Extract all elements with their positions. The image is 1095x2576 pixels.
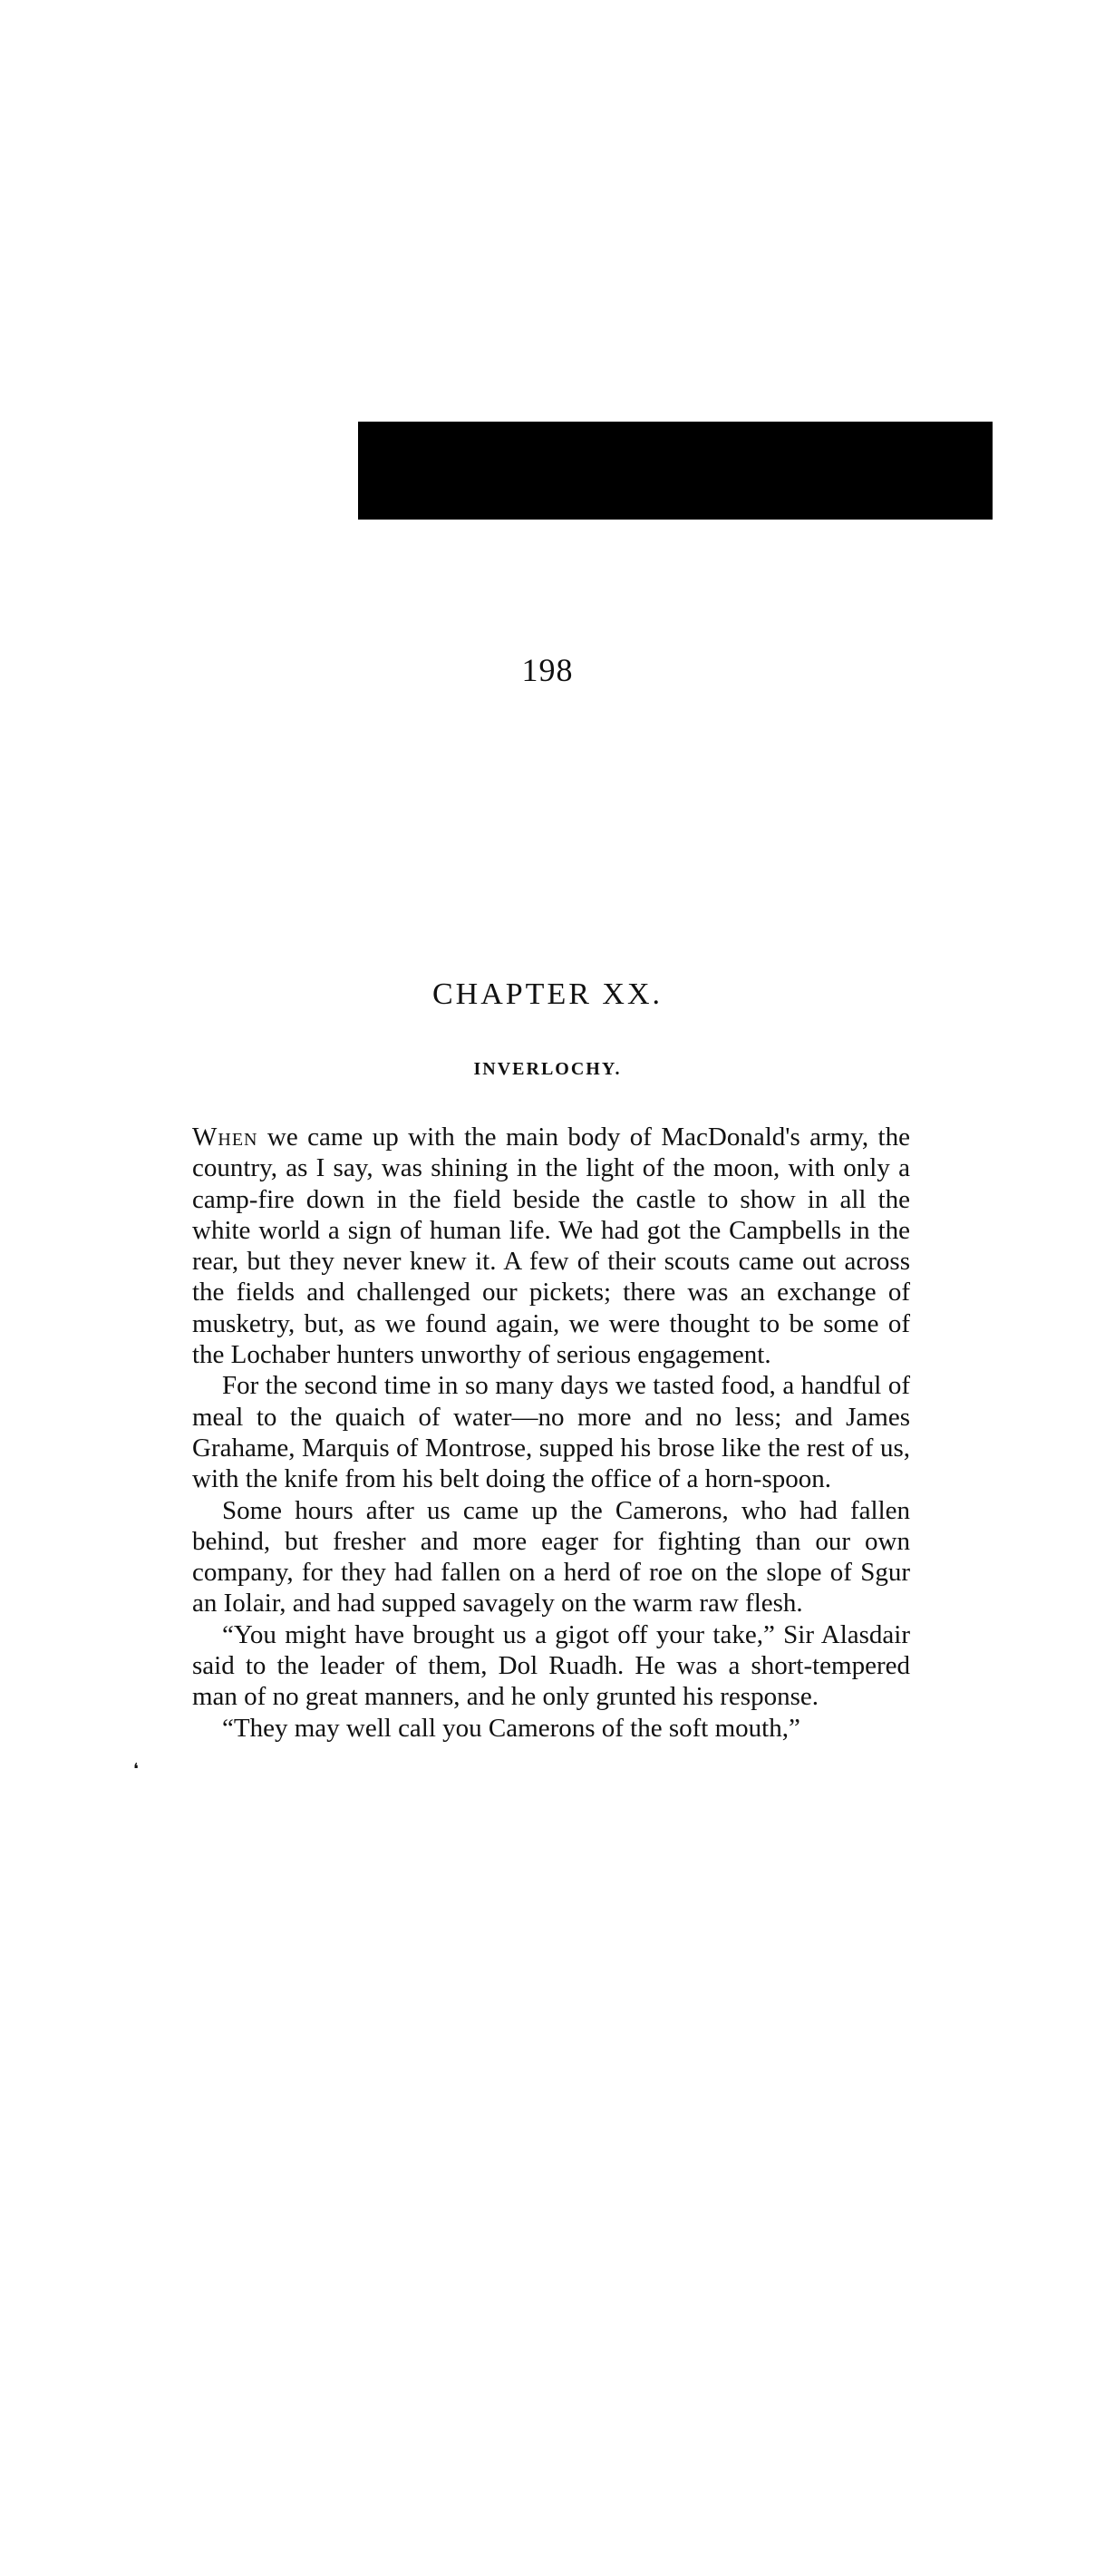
margin-mark: ❛	[133, 1760, 139, 1778]
paragraph-1-lead: When	[192, 1123, 258, 1152]
chapter-body	[192, 1122, 910, 1744]
paragraph-1	[192, 1122, 910, 1370]
paragraph-5: “They may well call you Camerons of the soft mouth,”	[222, 1713, 800, 1743]
paragraph-3: Some hours after us came up the Camerons, who had fallen behind, but fresher and more eager for fighting than our own company, for they had fallen on a herd of roe on the slope of Sgur an Iolair, and had supped savagely on the warm raw flesh.	[192, 1495, 910, 1619]
paragraph-1-text: we came up with the main body of MacDonald's army, the country, as I say, was shining in the light of the moon, with only a camp-fire down in the field beside the castle to show in all the white world a sign of human life. We had got the Campbells in the rear, but they never knew it. A few of their scouts came out across the fields and challenged our pickets; there was an exchange of musketry, but, as we found again, we were thought to be some of the Lochaber hunters unworthy of serious engagement.	[192, 1123, 910, 1370]
page-number: 198	[521, 652, 574, 688]
redaction-bar	[358, 422, 993, 520]
paragraph-2: For the second time in so many days we tasted food, a handful of meal to the quaich of water—no more and no less; and James Grahame, Marquis of Montrose, supped his brose like the rest of us, with the knife from his belt doing the office of a horn-spoon.	[192, 1371, 910, 1494]
chapter-subtitle: INVERLOCHY.	[473, 1059, 622, 1079]
paragraph-4: “You might have brought us a gigot off your take,” Sir Alasdair said to the leader of them, Dol Ruadh. He was a short-tempered man of no great manners, and he only grunted his response.	[192, 1619, 910, 1712]
chapter-title: CHAPTER XX.	[431, 977, 664, 1011]
